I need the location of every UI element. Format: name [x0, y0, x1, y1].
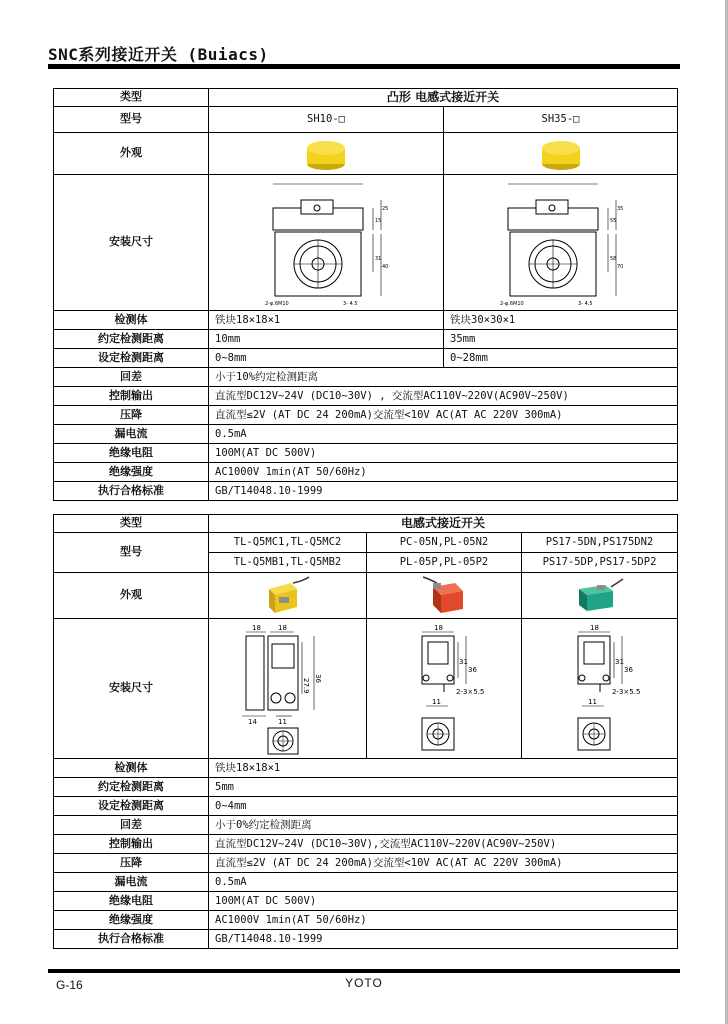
spec-value: 小于0%约定检测距离 [209, 816, 678, 835]
title-rule [48, 64, 680, 69]
spec-label: 检测体 [54, 759, 209, 778]
dim-screw: 2-φ.6M10 [265, 300, 289, 307]
spec-label: 漏电流 [54, 425, 209, 444]
spec-value: 小于10%约定检测距离 [209, 368, 678, 387]
spec-value: AC1000V 1min(AT 50/60Hz) [209, 463, 678, 482]
spec-value: 铁块30×30×1 [444, 311, 678, 330]
spec-label: 约定检测距离 [54, 778, 209, 797]
spec-label: 绝缘电阻 [54, 892, 209, 911]
dim-bottom: 11 [432, 697, 441, 706]
spec-value: 直流型DC12V~24V (DC10~30V),交流型AC110V~220V(AC90V~250V) [209, 835, 678, 854]
spec-value: 直流型DC12V~24V (DC10~30V) , 交流型AC110V~220V(AC90V~250V) [209, 387, 678, 406]
spec-value: GB/T14048.10-1999 [209, 930, 678, 949]
dim-screw: 2-φ.6M10 [499, 300, 524, 307]
dim-top: 18 [589, 623, 599, 632]
dim-31: 31 [375, 255, 382, 262]
type-label: 类型 [54, 89, 209, 107]
model-tl-q5mc: TL-Q5MC1,TL-Q5MC2 [209, 533, 367, 553]
yellow-sensor-icon [263, 575, 313, 617]
mount-drawing-icon [496, 178, 626, 308]
tl-q5m-drawing [209, 619, 367, 759]
spec-label: 回差 [54, 368, 209, 387]
appearance-label: 外观 [54, 133, 209, 175]
mount-drawing-icon [540, 622, 660, 756]
spec-value: 100M(AT DC 500V) [209, 444, 678, 463]
dim-h1: 31 [614, 657, 624, 666]
spec-value: AC1000V 1min(AT 50/60Hz) [209, 911, 678, 930]
pc-05n-photo [367, 573, 522, 619]
spec-label: 绝缘强度 [54, 463, 209, 482]
spec-label: 设定检测距离 [54, 349, 209, 368]
dim-h2: 36 [468, 665, 477, 674]
spec-label: 约定检测距离 [54, 330, 209, 349]
spec-value: 铁块18×18×1 [209, 311, 444, 330]
spec-value: 0.5mA [209, 425, 678, 444]
model-ps17-5dn: PS17-5DN,PS175DN2 [522, 533, 678, 553]
spec-value: 铁块18×18×1 [209, 759, 678, 778]
model-tl-q5mb: TL-Q5MB1,TL-Q5MB2 [209, 553, 367, 573]
spec-value: GB/T14048.10-1999 [209, 482, 678, 501]
dim-b2: 11 [277, 717, 287, 726]
tl-q5m-photo [209, 573, 367, 619]
model-label: 型号 [54, 107, 209, 133]
page-title: SNC系列接近开关 (Buiacs) [48, 45, 269, 64]
dim-40: 40 [382, 263, 389, 270]
footer-rule [48, 969, 680, 973]
dim-h1: 31 [459, 657, 468, 666]
dim-70: 70 [616, 263, 623, 270]
spec-label: 执行合格标准 [54, 930, 209, 949]
spec-label: 控制输出 [54, 835, 209, 854]
pc-05n-drawing [367, 619, 522, 759]
sh10-photo [209, 133, 444, 175]
mount-drawing-icon [261, 178, 391, 308]
dim-top: 18 [434, 623, 443, 632]
sh10-drawing [209, 175, 444, 311]
spec-label: 设定检测距离 [54, 797, 209, 816]
spec-value: 直流型≤2V (AT DC 24 200mA)交流型<10V AC(AT AC 220V 300mA) [209, 406, 678, 425]
dim-35: 35 [616, 205, 623, 212]
dim-hole: 3- 4.5 [343, 300, 358, 307]
dim-15: 15 [375, 217, 382, 224]
model-pc-05n: PC-05N,PL-05N2 [367, 533, 522, 553]
spec-label: 回差 [54, 816, 209, 835]
dim-w1: 18 [251, 623, 261, 632]
spec-label: 绝缘强度 [54, 911, 209, 930]
spec-label: 控制输出 [54, 387, 209, 406]
model-sh35: SH35-□ [444, 107, 678, 133]
dim-h2: 36 [313, 673, 322, 683]
spec-value: 0~28mm [444, 349, 678, 368]
sh35-photo [444, 133, 678, 175]
ps17-drawing [522, 619, 678, 759]
dim-58: 58 [609, 255, 616, 262]
model-label: 型号 [54, 533, 209, 573]
spec-label: 检测体 [54, 311, 209, 330]
spec-value: 直流型≤2V (AT DC 24 200mA)交流型<10V AC(AT AC 220V 300mA) [209, 854, 678, 873]
spec-table-convex [53, 88, 678, 501]
dimensions-label: 安装尺寸 [54, 619, 209, 759]
model-ps17-5dp: PS17-5DP,PS17-5DP2 [522, 553, 678, 573]
spec-label: 执行合格标准 [54, 482, 209, 501]
type-label: 类型 [54, 515, 209, 533]
sh35-drawing [444, 175, 678, 311]
type-value: 电感式接近开关 [209, 515, 678, 533]
spec-value: 0~8mm [209, 349, 444, 368]
dim-b1: 14 [247, 717, 257, 726]
spec-table-inductive [53, 514, 678, 949]
ps17-photo [522, 573, 678, 619]
brand-name: YOTO [345, 976, 383, 990]
dim-hole: 3- 4.5 [577, 300, 593, 307]
dim-hole: 2-3×5.5 [611, 687, 640, 696]
model-pl-05p: PL-05P,PL-05P2 [367, 553, 522, 573]
mount-drawing-icon [384, 622, 504, 756]
dim-hole: 2-3×5.5 [456, 687, 485, 696]
model-sh10: SH10-□ [209, 107, 444, 133]
spec-value: 35mm [444, 330, 678, 349]
type-value: 凸形 电感式接近开关 [209, 89, 678, 107]
yellow-sensor-icon [539, 136, 583, 172]
dimensions-label: 安装尺寸 [54, 175, 209, 311]
spec-value: 5mm [209, 778, 678, 797]
spec-label: 压降 [54, 406, 209, 425]
dim-25: 25 [382, 205, 389, 212]
spec-value: 0~4mm [209, 797, 678, 816]
dim-bottom: 11 [587, 697, 597, 706]
appearance-label: 外观 [54, 573, 209, 619]
red-sensor-icon [419, 575, 469, 617]
spec-value: 100M(AT DC 500V) [209, 892, 678, 911]
spec-label: 绝缘电阻 [54, 444, 209, 463]
green-sensor-icon [575, 575, 625, 617]
spec-label: 压降 [54, 854, 209, 873]
dim-55: 55 [609, 217, 616, 224]
spec-value: 0.5mA [209, 873, 678, 892]
dim-w2: 18 [277, 623, 287, 632]
dim-h1: 27.9 [301, 677, 310, 694]
mount-drawing-icon [228, 622, 348, 756]
spec-value: 10mm [209, 330, 444, 349]
dim-h2: 36 [623, 665, 633, 674]
yellow-sensor-icon [304, 136, 348, 172]
spec-label: 漏电流 [54, 873, 209, 892]
page-number: G-16 [56, 978, 83, 992]
